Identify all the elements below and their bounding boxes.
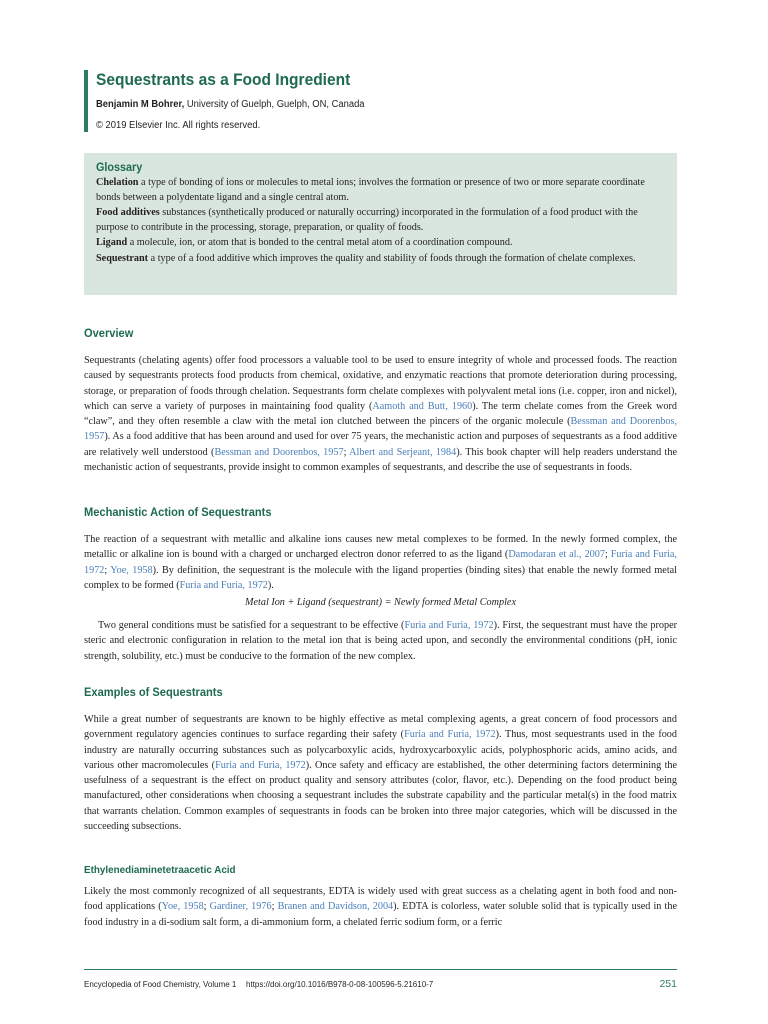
glossary-title: Glossary [96,162,143,174]
body-text: ; [604,549,611,561]
body-text: ). This book chapter will help readers understand the mechanistic action of sequestrants, provide insight to common examples of sequestrants, and describe the use of sequestrants in foods. [84,446,678,474]
citation-link[interactable]: Furia and Furia, 1972 [404,729,496,741]
citation-link[interactable]: Bessman and Doorenbos, 1957 [84,416,677,443]
glossary-entry [96,252,665,267]
glossary-term: Chelation [96,177,139,188]
examples-heading-wrap [84,685,677,699]
body-text: ). By definition, the sequestrant is the molecule with the ligand properties (binding sites) that enable the newly formed metal complex to be formed ( [84,564,678,591]
mechanistic-section [84,532,677,593]
examples-paragraph [84,712,677,834]
section-heading-examples: Examples of Sequestrants [84,685,223,699]
overview-section [84,353,677,475]
author-name: Benjamin M Bohrer, [96,99,185,110]
body-text: ). The term chelate comes from the Greek word “claw”, and they often resemble a claw with the metal ion clutched between the pincers of the organic molecule ( [84,400,677,428]
author-affiliation: University of Guelph, Guelph, ON, Canada [184,99,365,110]
body-text: ; [104,564,111,576]
glossary-term: Sequestrant [96,252,149,264]
citation-link[interactable]: Furia and Furia, 1972 [215,759,306,771]
body-text: ; [203,901,210,913]
section-heading-overview: Overview [84,326,134,340]
body-text: Likely the most commonly recognized of all sequestrants, EDTA is widely used with great success as a chelating agent in both food and non-food applications ( [84,886,677,913]
body-text: ; [343,446,350,458]
mechanistic-paragraph-2 [84,618,677,664]
glossary-entry [96,236,665,251]
mechanistic-heading-wrap [84,505,677,519]
citation-link[interactable]: Damodaran et al., 2007 [508,549,605,561]
footer-doi-link[interactable]: https://doi.org/10.1016/B978-0-08-100596-5.21610-7 [246,980,434,989]
body-text: ). Thus, most sequestrants used in the food industry are naturally occurring substances such as polycarboxylic acids, hydroxycarboxylic acids, polyphosphoric acids, amino acids, and various other macromolecules ( [84,729,677,771]
mechanistic-section-2 [84,618,677,664]
citation-link[interactable]: Furia and Furia, 1972 [404,620,494,631]
overview-heading-wrap [84,326,677,340]
body-text: ). EDTA is colorless, water soluble solid that is typically used in the food industry in a di-sodium salt form, a di-ammonium form, a chelated ferric sodium form, or a ferric [84,901,678,928]
glossary-definition: a molecule, ion, or atom that is bonded to the central metal atom of a coordination compound. [127,237,513,249]
body-text: ). First, the sequestrant must have the proper steric and electronic configuration in relation to the metal ion that is being acted upon, and secondly the environmental conditions (pH, ionic strength, solubility, etc.) must be conducive to the formation of the new complex. [84,620,677,662]
body-text: ). [267,579,274,591]
article-header [84,70,696,132]
edta-paragraph [84,884,677,930]
mechanistic-paragraph [84,532,677,593]
examples-section [84,712,677,834]
edta-heading-wrap [84,864,677,876]
article-title: Sequestrants as a Food Ingredient [96,71,351,89]
body-text: ). As a food additive that has been around and used for over 75 years, the mechanistic action and purposes of sequestrants as a food additive are relatively well understood ( [84,431,677,458]
citation-link[interactable]: Furia and Furia, 1972 [84,549,677,576]
copyright-notice: © 2019 Elsevier Inc. All rights reserved. [96,120,261,131]
body-text: While a great number of sequestrants are known to be highly effective as metal complexing agents, a great concern of food processors and government regulatory agencies continues to surface regarding their safety ( [84,714,677,741]
citation-link[interactable]: Aamoth and Butt, 1960 [372,400,473,412]
glossary-box [84,153,677,295]
equation-wrap [84,597,677,608]
citation-link[interactable]: Yoe, 1958 [161,901,204,913]
glossary-entry [96,176,665,205]
page-number: 251 [659,978,677,990]
glossary-entry [96,206,665,235]
citation-link[interactable]: Yoe, 1958 [110,564,153,576]
footer-divider [84,969,677,970]
footer-journal: Encyclopedia of Food Chemistry, Volume 1 [84,980,237,989]
subsection-heading-edta: Ethylenediaminetetraacetic Acid [84,864,236,876]
citation-link[interactable]: Gardiner, 1976 [209,901,272,913]
body-text: The reaction of a sequestrant with metallic and alkaline ions causes new metal complexes to be formed. In the newly formed complex, the metallic or alkaline ion is bound with a charged or uncharged electron donor referred to as the ligand ( [84,534,677,561]
citation-link[interactable]: Branen and Davidson, 2004 [277,901,394,913]
glossary-term: Ligand [96,237,128,249]
glossary-definition: a type of a food additive which improves the quality and stability of foods through the formation of chelate complexes. [148,252,636,264]
overview-paragraph [84,353,677,475]
citation-link[interactable]: Albert and Serjeant, 1984 [349,446,457,458]
citation-link[interactable]: Bessman and Doorenbos, 1957 [214,446,344,458]
citation-link[interactable]: Furia and Furia, 1972 [179,579,268,591]
body-text: ). Once safety and efficacy are established, the other determining factors determining the usefulness of a sequestrant is the effect on product quality and sensory attributes (color, flavor, etc.). Depending on the food product being manufactured, other considerations when choosing a sequestrant includes the substrate capability and the particular metal(s) in the food matrix that warrants chelation. Common examples of sequestrants in foods can be broken into three major categories, which will be discussed in the succeeding subsections. [84,759,678,833]
page-footer [84,978,677,992]
body-text: Two general conditions must be satisfied for a sequestrant to be effective ( [98,620,405,631]
glossary-definition: substances (synthetically produced or naturally occurring) incorporated in the formulation of a food product with the purpose to contribute in the processing, storage, preparation, or quality of foods. [96,207,638,233]
glossary-definition: a type of bonding of ions or molecules to metal ions; involves the formation or presence of two or more separate coordinate bonds between a polydentate ligand and a single central atom. [96,177,645,203]
body-text: ; [271,901,278,913]
author-line [96,99,660,110]
body-text: Sequestrants (chelating agents) offer food processors a valuable tool to be used to ensure integrity of whole and processed foods. The reaction caused by sequestrants protects food products from chemical, oxidative, and enzymatic reactions that promote deterioration during processing, storage, or preparation of foods through chelation. Sequestrants form chelate complexes with polyvalent metal ions (i.e. copper, iron and nickel), which can serve a variety of purposes in maintaining food quality ( [84,355,677,412]
edta-section [84,884,677,930]
reaction-equation: Metal Ion + Ligand (sequestrant) = Newly formed Metal Complex [245,597,516,608]
section-heading-mechanistic: Mechanistic Action of Sequestrants [84,505,272,519]
glossary-term: Food additives [96,207,160,219]
